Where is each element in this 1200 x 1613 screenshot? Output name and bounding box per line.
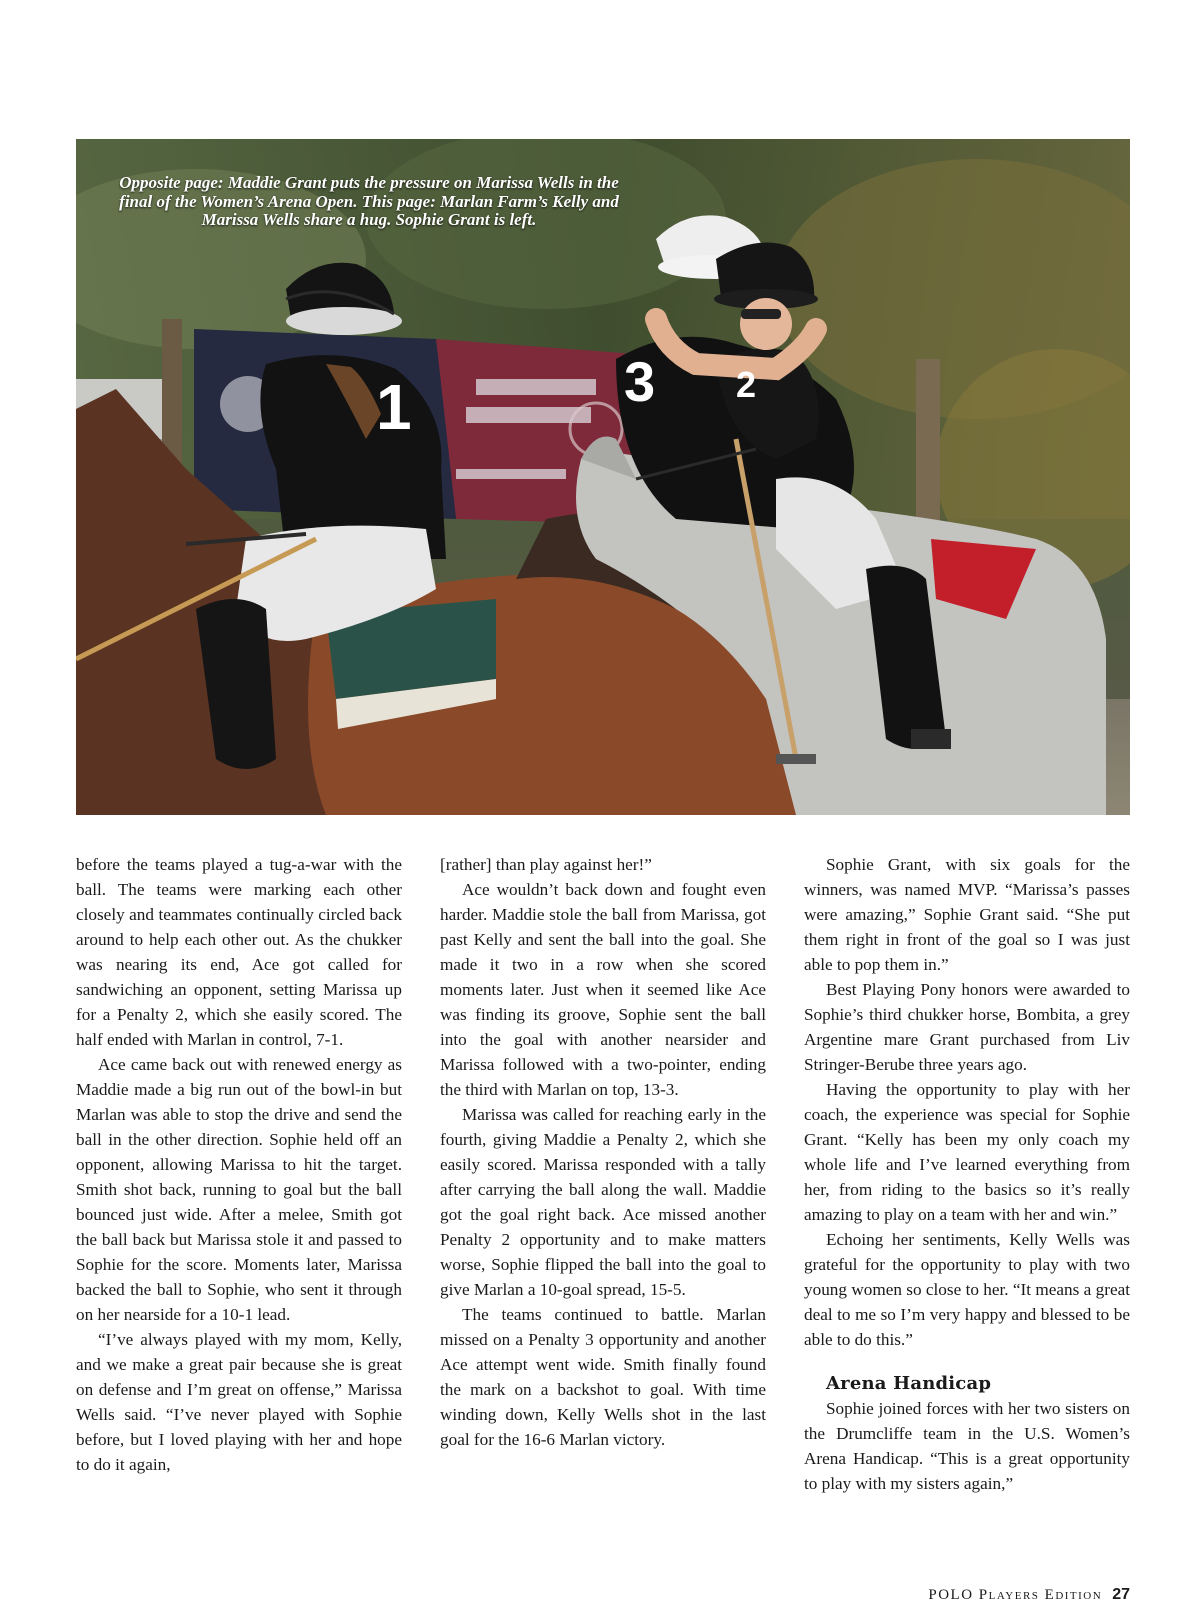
- paragraph: Sophie Grant, with six goals for the winners, was named MVP. “Marissa’s passes were amazing,” Sophie Grant said. “She put them right in front of the goal so I was just able to pop them in.”: [804, 855, 1130, 974]
- jersey-number-2: 2: [736, 364, 757, 405]
- publication-name: POLO Players Edition: [928, 1587, 1103, 1603]
- paragraph: Sophie joined forces with her two sisters on the Drumcliffe team in the U.S. Women’s Arena Handicap. “This is a great opportunity to play with my sisters again,”: [804, 1399, 1130, 1493]
- paragraph: Having the opportunity to play with her coach, the experience was special for Sophie Grant. “Kelly has been my only coach my whole life and I’ve learned everything from her, from riding to the basics so it’s really amazing to play on a team with her and win.”: [804, 1080, 1130, 1224]
- photo-caption: Opposite page: Maddie Grant puts the pressure on Marissa Wells in the final of the Women’s Arena Open. This page: Marlan Farm’s Kelly and Marissa Wells share a hug. Sophie Grant is left.: [119, 173, 619, 229]
- jersey-number-1: 1: [376, 371, 412, 443]
- paragraph: before the teams played a tug-a-war with the ball. The teams were marking each other closely and teammates continually circled back around to help each other out. As the chukker was nearing its end, Ace got called for sandwiching an opponent, setting Marissa up for a Penalty 2, which she easily scored. The half ended with Marlan in control, 7-1.: [76, 855, 402, 1049]
- paragraph: “I’ve always played with my mom, Kelly, and we make a great pair because she is great on defense and I’m great on offense,” Marissa Wells said. “I’ve never played with Sophie before, but I loved playing with her and hope to do it again,: [76, 1330, 402, 1474]
- polo-players-hug-photo: [76, 139, 1130, 815]
- photo: [76, 139, 1130, 815]
- section-heading: Arena Handicap: [826, 1373, 992, 1394]
- paragraph: Ace wouldn’t back down and fought even harder. Maddie stole the ball from Marissa, got past Kelly and sent the ball into the goal. She made it two in a row when she scored moments later. Just when it seemed like Ace was finding its groove, Sophie sent the ball into the goal with another nearsider and Marissa followed with a two-pointer, ending the third with Marlan on top, 13-3.: [440, 880, 766, 1099]
- page-number: 27: [1112, 1586, 1130, 1603]
- paragraph: The teams continued to battle. Marlan missed on a Penalty 3 opportunity and another Ace attempt went wide. Smith finally found the mark on a backshot to goal. With time winding down, Kelly Wells shot in the last goal for the 16-6 Marlan victory.: [440, 1305, 766, 1449]
- paragraph: Echoing her sentiments, Kelly Wells was grateful for the opportunity to play with two young women so close to her. “It means a great deal to me so I’m very happy and blessed to be able to do this.”: [804, 1230, 1130, 1349]
- paragraph: Marissa was called for reaching early in the fourth, giving Maddie a Penalty 2, which she easily scored. Marissa responded with a tally after carrying the ball along the wall. Maddie got the goal right back. Ace missed another Penalty 2 opportunity and to make matters worse, Sophie flipped the ball into the goal to give Marlan a 10-goal spread, 15-5.: [440, 1105, 766, 1299]
- page-footer: [928, 1586, 1130, 1604]
- paragraph: Ace came back out with renewed energy as Maddie made a big run out of the bowl-in but Marlan was able to stop the drive and send the ball in the other direction. Sophie held off an opponent, allowing Marissa to hit the target. Smith shot back, running to goal but the ball bounced just wide. After a melee, Smith got the ball back but Marissa stole it and passed to Sophie for the score. Moments later, Marissa backed the ball to Sophie, who sent it through on her nearside for a 10-1 lead.: [76, 1055, 402, 1324]
- jersey-number-3: 3: [624, 350, 656, 413]
- paragraph: Best Playing Pony honors were awarded to Sophie’s third chukker horse, Bombita, a grey Argentine mare Grant purchased from Liv Stringer-Berube three years ago.: [804, 980, 1130, 1074]
- article-column-1: [76, 852, 402, 1477]
- article-column-3: [804, 852, 1130, 1496]
- paragraph: [rather] than play against her!”: [440, 855, 652, 874]
- article-column-2: [440, 852, 766, 1452]
